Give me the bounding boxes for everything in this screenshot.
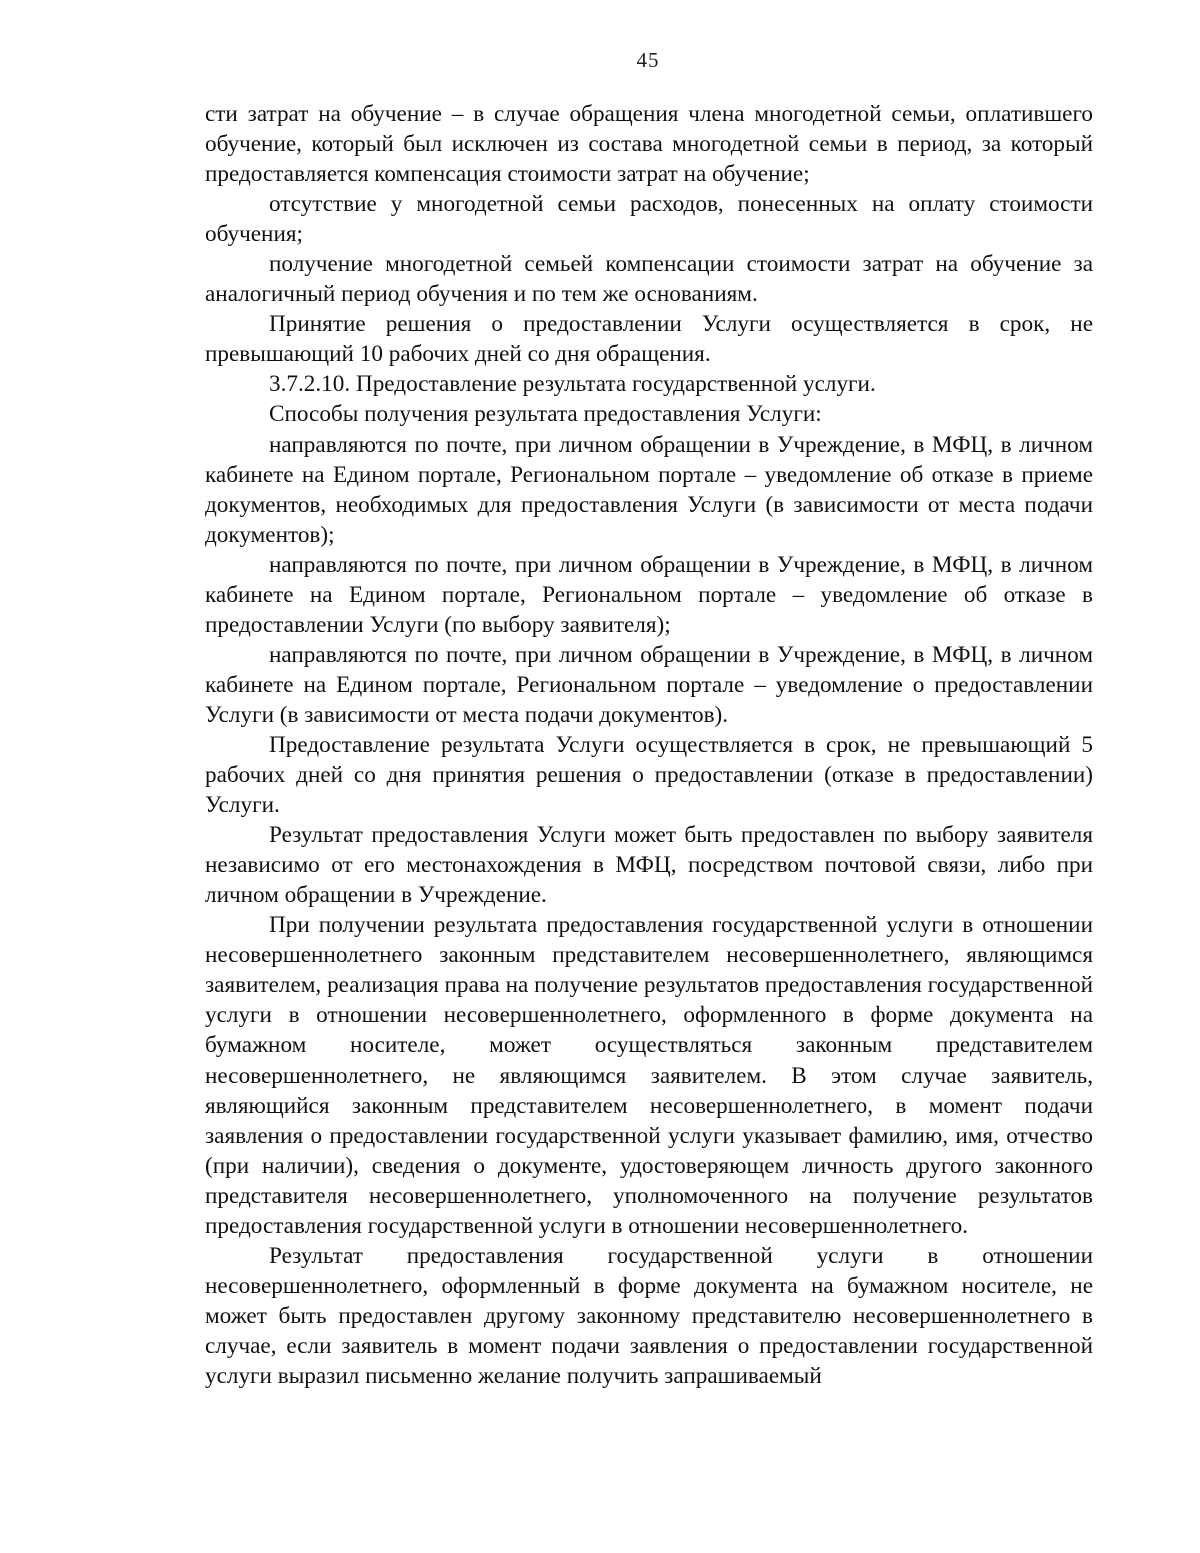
paragraph-6: Способы получения результата предоставления Услуги:	[269, 401, 822, 428]
page-number: 45	[636, 48, 660, 72]
paragraph-1: сти затрат на обучение – в случае обращения члена многодетной семьи, оплатившего обучение, который был исключен из состава многодетной семьи в период, за который предоставляется компенсация стоимости затрат на обучение;	[205, 101, 1093, 188]
section-heading-3-7-2-10: 3.7.2.10. Предоставление результата государственной услуги.	[269, 371, 876, 398]
paragraph-8: направляются по почте, при личном обращении в Учреждение, в МФЦ, в личном кабинете на Едином портале, Региональном портале – уведомление об отказе в предоставлении Услуги (по выбору заявителя);	[205, 551, 1093, 638]
paragraph-11: Результат предоставления Услуги может быть предоставлен по выбору заявителя независимо от его местонахождения в МФЦ, посредством почтовой связи, либо при личном обращении в Учреждение.	[205, 822, 1093, 909]
document-body	[205, 99, 1093, 1391]
paragraph-9: направляются по почте, при личном обращении в Учреждение, в МФЦ, в личном кабинете на Едином портале, Региональном портале – уведомление о предоставлении Услуги (в зависимости от места подачи документов).	[205, 641, 1093, 728]
paragraph-13: Результат предоставления государственной услуги в отношении несовершеннолетнего, оформленный в форме документа на бумажном носителе, не может быть предоставлен другому законному представителю несовершеннолетнего в случае, если заявитель в момент подачи заявления о предоставлении государственной услуги выразил письменно желание получить запрашиваемый	[205, 1242, 1093, 1389]
paragraph-10: Предоставление результата Услуги осуществляется в срок, не превышающий 5 рабочих дней со дня принятия решения о предоставлении (отказе в предоставлении) Услуги.	[205, 731, 1093, 819]
paragraph-3: получение многодетной семьей компенсации стоимости затрат на обучение за аналогичный период обучения и по тем же основаниям.	[205, 251, 1093, 308]
paragraph-4: Принятие решения о предоставлении Услуги осуществляется в срок, не превышающий 10 рабочих дней со дня обращения.	[205, 311, 1093, 368]
paragraph-12: При получении результата предоставления государственной услуги в отношении несовершеннолетнего законным представителем несовершеннолетнего, являющимся заявителем, реализация права на получение результатов предоставления государственной услуги в отношении несовершеннолетнего, оформленного в форме документа на бумажном носителе, может осуществляться законным представителем несовершеннолетнего, не являющимся заявителем. В этом случае заявитель, являющийся законным представителем несовершеннолетнего, в момент подачи заявления о предоставлении государственной услуги указывает фамилию, имя, отчество (при наличии), сведения о документе, удостоверяющем личность другого законного представителя несовершеннолетнего, уполномоченного на получение результатов предоставления государственной услуги в отношении несовершеннолетнего.	[205, 912, 1093, 1239]
paragraph-7: направляются по почте, при личном обращении в Учреждение, в МФЦ, в личном кабинете на Едином портале, Региональном портале – уведомление об отказе в приеме документов, необходимых для предоставления Услуги (в зависимости от места подачи документов);	[205, 431, 1093, 548]
paragraph-2: отсутствие у многодетной семьи расходов, понесенных на оплату стоимости обучения;	[205, 191, 1093, 248]
